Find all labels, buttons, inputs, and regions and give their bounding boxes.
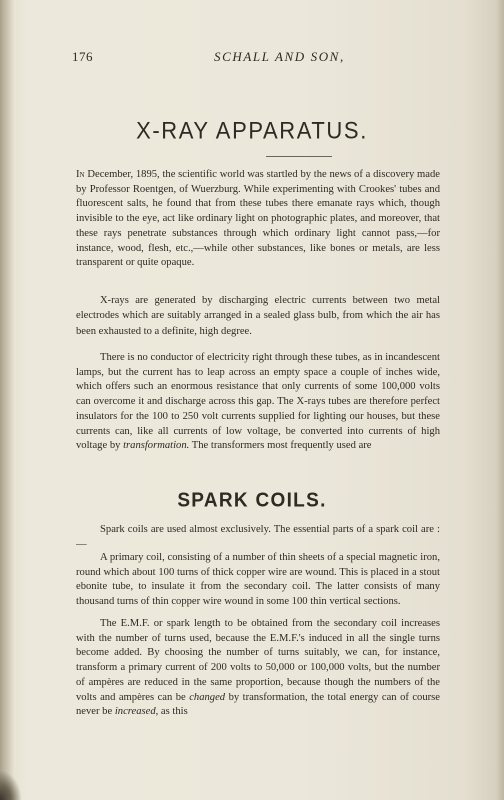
paragraph-emf-tail: as this: [158, 706, 188, 718]
paragraph-intro: [76, 168, 440, 271]
paragraph-emf: [76, 617, 440, 720]
drop-lead-word: In: [76, 169, 85, 180]
emphasis-transformation: transformation.: [123, 440, 190, 452]
paragraph-conductor-text: There is no conductor of electricity right through these tubes, as in incandescent lamps, but the current has to leap across an empty space a couple of inches wide, which offers such an enormous resistance that only currents of some 100,000 volts can overcome it and discharge across this gap. The X-rays tubes are therefore perfect insulators for the 100 to 250 volt currents supplied for lighting our houses, but these currents can, like all currents of low voltage, be converted into currents of high voltage by: [76, 352, 440, 452]
paragraph-conductor: [76, 351, 440, 454]
running-head: SCHALL AND SON,: [214, 49, 345, 64]
paragraph-spark-coils: Spark coils are used almost exclusively. The essential parts of a spark coil are :—: [76, 524, 440, 551]
emphasis-changed: changed: [189, 691, 226, 703]
section-heading: SPARK COILS.: [177, 489, 327, 512]
title-rule: [266, 156, 332, 157]
corner-smudge: [0, 770, 22, 800]
emphasis-increased: increased,: [114, 706, 159, 718]
paragraph-intro-text: December, 1895, the scientific world was startled by the news of a discovery made by Professor Roentgen, of Wuerzburg. While experimenting with Crookes' tubes and fluorescent salts, he found that from these tubes there emanate rays which, though invisible to the eye, act like ordinary light on photographic plates, and moreover, that these rays penetrate substances through which ordinary light cannot pass,—for instance, wood, flesh, etc.,—while other substances, like bones or metals, are less transparent or quite opaque.: [76, 169, 440, 269]
page-title: X-RAY APPARATUS.: [136, 116, 368, 144]
page-number: 176: [72, 49, 93, 64]
page-header: [72, 49, 442, 69]
paragraph-emf-mid: by transformation, the total energy can of course never be: [76, 691, 441, 718]
paragraph-emf-text: The E.M.F. or spark length to be obtained from the secondary coil increases with the number of turns used, because the E.M.F.'s induced in all the single turns become added. By choosing the number of turns suitably, we can, for instance, transform a primary current of 200 volts to 50,000 or 100,000 volts, but the number of ampères are reduced in the same proportion, because though the numbers of the volts and ampères can be: [76, 618, 440, 703]
paragraph-conductor-tail: The transformers most frequently used are: [189, 440, 372, 452]
paragraph-primary-coil: A primary coil, consisting of a number of thin sheets of a special magnetic iron, round which about 100 turns of thick copper wire are wound. This is placed in a stout ebonite tube, to insulate it from the secondary coil. The latter consists of many thousand turns of thin copper wire wound in some 100 thin vertical sections.: [76, 552, 440, 608]
paragraph-generation: X-rays are generated by discharging electric currents between two metal electrodes which are suitably arranged in a sealed glass bulb, from which the air has been exhausted to a definite, high degree.: [76, 295, 440, 337]
